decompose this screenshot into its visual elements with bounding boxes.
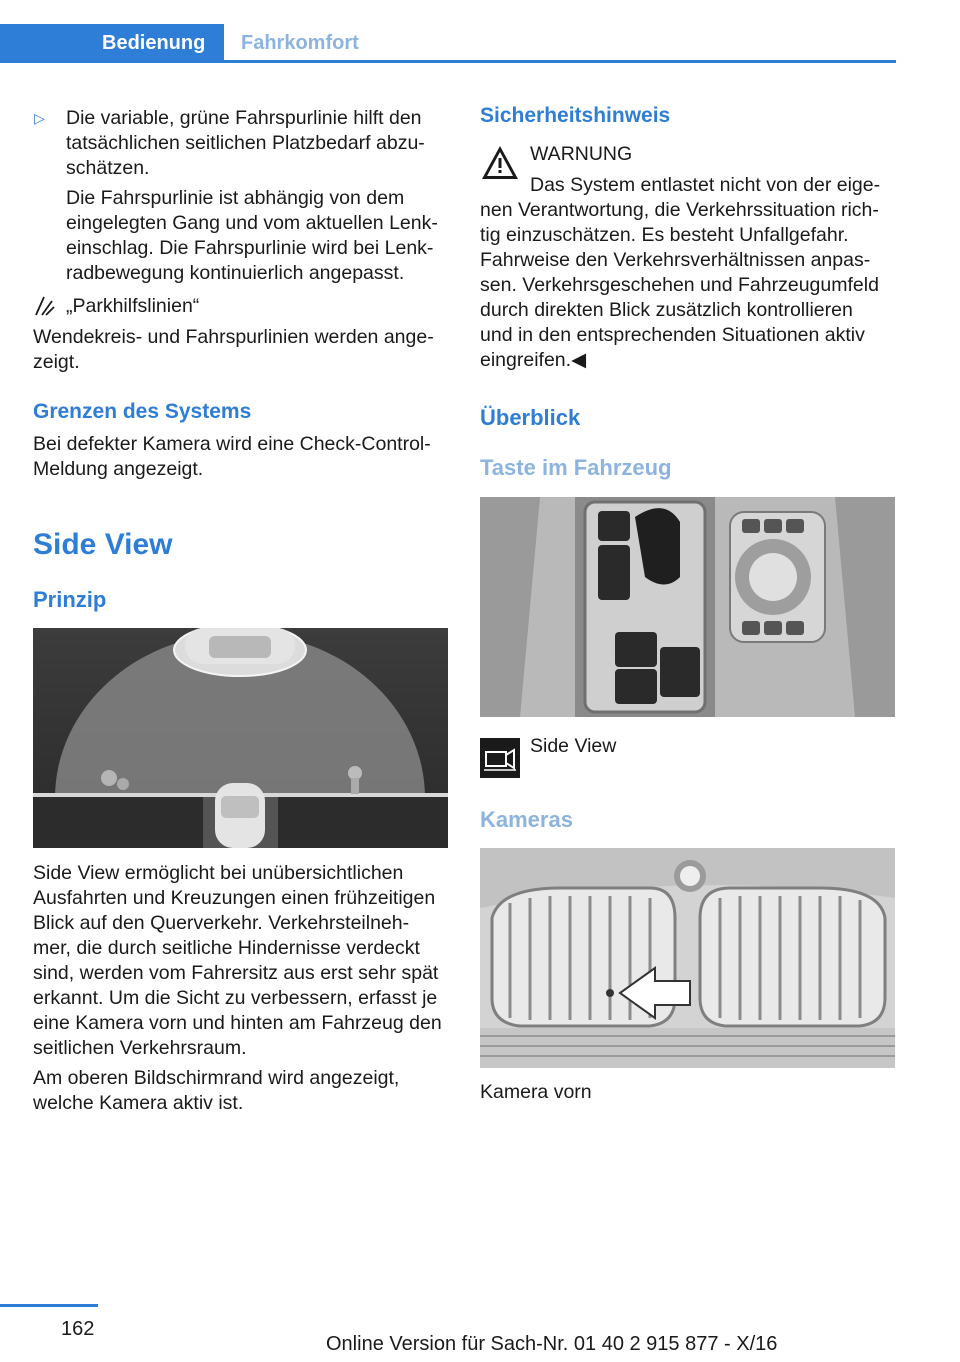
taste-heading: Taste im Fahrzeug bbox=[480, 455, 672, 480]
body-text-line: sind, werden vom Fahrersitz aus erst sehr spät bbox=[33, 962, 439, 984]
safety-heading: Sicherheitshinweis bbox=[480, 104, 671, 127]
body-text-line: Blick auf den Querverkehr. Verkehrsteilneh‐ bbox=[33, 912, 410, 934]
body-text-line: zeigt. bbox=[33, 351, 80, 373]
page-header bbox=[0, 0, 960, 64]
body-text-line: welche Kamera aktiv ist. bbox=[33, 1092, 244, 1114]
body-text-line: Bei defekter Kamera wird eine Check-Control- bbox=[33, 433, 431, 455]
body-text-line: Meldung angezeigt. bbox=[33, 458, 204, 480]
parkhilfslinien-label: „Parkhilfslinien“ bbox=[66, 295, 200, 317]
indent-text-line: radbewegung kontinuierlich angepasst. bbox=[66, 262, 405, 284]
side-view-button-label: Side View bbox=[530, 735, 617, 757]
front-camera-image bbox=[480, 848, 895, 1068]
body-text-line: Ausfahrten und Kreuzungen einen frühzeitigen bbox=[33, 887, 436, 909]
tab-fahrkomfort[interactable]: Fahrkomfort bbox=[224, 24, 896, 62]
warning-text-line: durch direkten Blick zusätzlich kontrollieren bbox=[480, 299, 853, 321]
body-text-line: Wendekreis- und Fahrspurlinien werden ange‐ bbox=[33, 326, 434, 348]
body-text-line: Am oberen Bildschirmrand wird angezeigt, bbox=[33, 1067, 400, 1089]
bullet-text-line: Die variable, grüne Fahrspurlinie hilft den bbox=[66, 107, 422, 129]
warning-text-line: tig einzuschätzen. Es besteht Unfallgefahr. bbox=[480, 224, 849, 246]
overview-heading: Überblick bbox=[480, 405, 581, 430]
indent-text-line: Die Fahrspurlinie ist abhängig von dem bbox=[66, 187, 405, 209]
body-text-line: Side View ermöglicht bei unübersichtlichen bbox=[33, 862, 404, 884]
section-title: Side View bbox=[33, 528, 173, 561]
warning-text-line: eingreifen.◀ bbox=[480, 349, 587, 371]
side-view-camera-icon bbox=[480, 738, 520, 778]
parking-lines-icon bbox=[33, 295, 55, 317]
bullet-triangle-icon: ▷ bbox=[34, 110, 45, 126]
bullet-text-line: tatsächlichen seitlichen Platzbedarf abzu‐ bbox=[66, 132, 425, 154]
side-view-principle-image bbox=[33, 628, 448, 848]
kameras-heading: Kameras bbox=[480, 807, 573, 832]
header-divider bbox=[0, 60, 896, 63]
footer-divider bbox=[0, 1304, 98, 1307]
page-number: 162 bbox=[61, 1318, 95, 1340]
grenzen-heading: Grenzen des Systems bbox=[33, 400, 252, 423]
tab-bedienung[interactable]: Bedienung bbox=[0, 24, 224, 62]
warning-triangle-icon bbox=[480, 143, 520, 183]
indent-text-line: eingelegten Gang und vom aktuellen Lenk‐ bbox=[66, 212, 438, 234]
body-text-line: erkannt. Um die Sicht zu verbessern, erfasst je bbox=[33, 987, 438, 1009]
indent-text-line: einschlag. Die Fahrspurlinie wird bei Lenk‐ bbox=[66, 237, 434, 259]
warning-text-line: Fahrweise den Verkehrsverhältnissen anpas‐ bbox=[480, 249, 871, 271]
warning-label: WARNUNG bbox=[530, 143, 633, 165]
warning-text-line: Das System entlastet nicht von der eige‐ bbox=[530, 174, 881, 196]
warning-text-line: sen. Verkehrsgeschehen und Fahrzeugumfeld bbox=[480, 274, 879, 296]
body-text-line: eine Kamera vorn und hinten am Fahrzeug den bbox=[33, 1012, 442, 1034]
kamera-caption: Kamera vorn bbox=[480, 1081, 592, 1103]
online-version-note: Online Version für Sach-Nr. 01 40 2 915 877 - X/16 bbox=[326, 1333, 778, 1355]
warning-text-line: nen Verantwortung, die Verkehrssituation rich‐ bbox=[480, 199, 879, 221]
body-text-line: seitlichen Verkehrsraum. bbox=[33, 1037, 247, 1059]
prinzip-heading: Prinzip bbox=[33, 587, 107, 612]
warning-text-line: und in den entsprechenden Situationen aktiv bbox=[480, 324, 865, 346]
body-text-line: mer, die durch seitliche Hindernisse verdeckt bbox=[33, 937, 420, 959]
console-button-image bbox=[480, 497, 895, 717]
bullet-text-line: schätzen. bbox=[66, 157, 150, 179]
